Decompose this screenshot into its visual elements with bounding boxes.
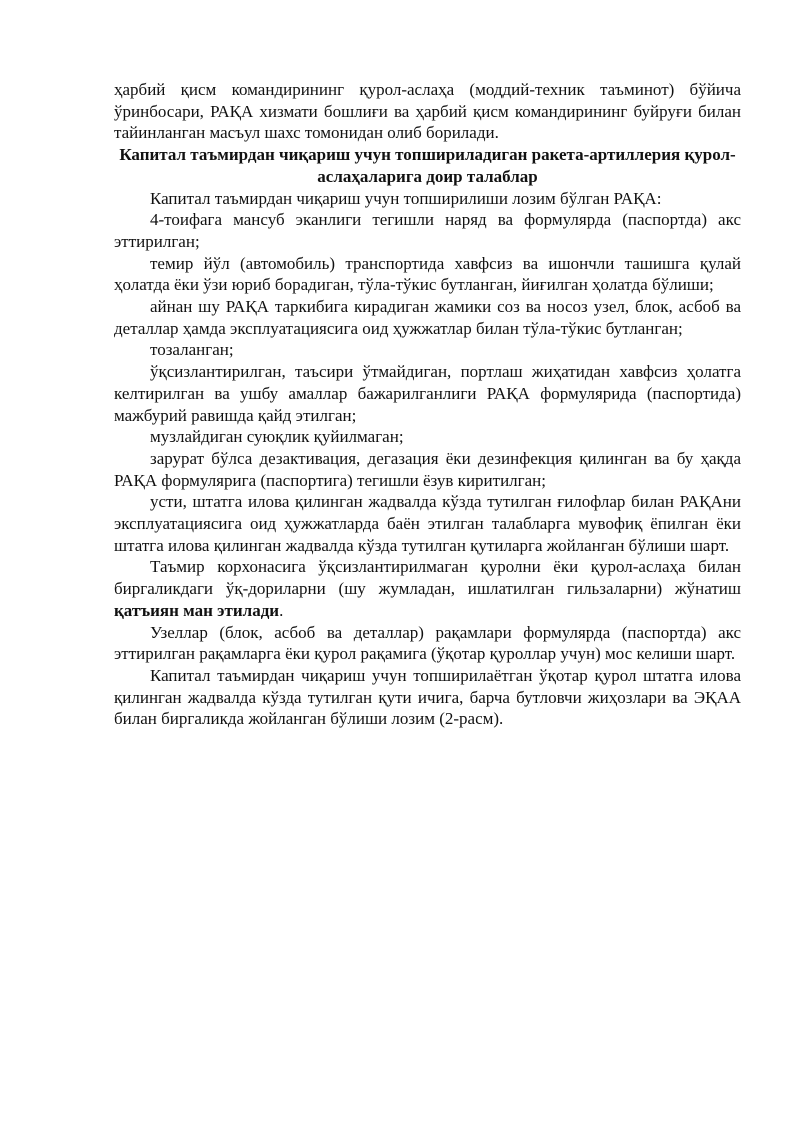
section-heading: Капитал таъмирдан чиқариш учун топшириладиган ракета-артиллерия қурол-аслаҳаларига доир талаблар — [119, 145, 736, 186]
document-page — [114, 79, 741, 730]
paragraph-decontamination: зарурат бўлса дезактивация, дегазация ёки дезинфекция қилинган ва бу ҳақда РАҚА формулярига (паспортига) тегишли ёзув киритилган; — [114, 448, 741, 490]
paragraph-unloaded: ўқсизлантирилган, таъсири ўтмайдиган, портлаш жиҳатидан хавфсиз ҳолатга келтирилган ва ушбу амаллар бажарилганлиги РАҚА формулярида (паспортида) мажбурий равишда қайд этилган; — [114, 362, 741, 425]
paragraph-covers: усти, штатга илова қилинган жадвалда кўзда тутилган ғилофлар билан РАҚАни эксплуатациясига оид ҳужжатларда баён этилган талабларга мувофиқ ёпилган ёки штатга илова қилинган жадвалда кўзда тутилган қутиларга жойланган бўлиши шарт. — [114, 492, 741, 555]
intro-paragraph: ҳарбий қисм командирининг қурол-аслаҳа (моддий-техник таъминот) бўйича ўринбосари, РАҚА хизмати бошлиғи ва ҳарбий қисм командирининг буйруғи билан тайинланган масъул шахс томонидан олиб борилади. — [114, 80, 741, 143]
prohibition-text: Таъмир корхонасига ўқсизлантирилмаган қуролни ёки қурол-аслаҳа билан биргаликдаги ўқ-дориларни (шу жумладан, ишлатилган гильзаларни) жўнатиш — [114, 557, 741, 599]
paragraph-packing: Капитал таъмирдан чиқариш учун топширилаётган ўқотар қурол штатга илова қилинган жадвалда кўзда тутилган қути ичига, барча бутловчи жиҳозлари ва ЭҚАА билан биргаликда жойланган бўлиши лозим (2-расм). — [114, 665, 741, 729]
paragraph-prohibition — [114, 556, 741, 621]
paragraph-serial-numbers: Узеллар (блок, асбоб ва деталлар) рақамлари формулярда (паспортда) акс эттирилган рақамларга ёки қурол рақамига (ўқотар қуроллар учун) мос келиши шарт. — [114, 622, 741, 664]
paragraph-completeness: айнан шу РАҚА таркибига кирадиган жамики соз ва носоз узел, блок, асбоб ва деталлар ҳамда эксплуатациясига оид ҳужжатлар билан тўла-тўкис бутланган; — [114, 297, 741, 338]
paragraph-lead: Капитал таъмирдан чиқариш учун топширилиши лозим бўлган РАҚА: — [150, 188, 662, 208]
paragraph-cleaned: тозаланган; — [150, 340, 234, 360]
prohibition-end: . — [279, 600, 284, 620]
prohibition-emphasis: қатъиян ман этилади — [114, 600, 280, 620]
paragraph-transport: темир йўл (автомобиль) транспортида хавфсиз ва ишончли ташишга қулай ҳолатда ёки ўзи юриб борадиган, тўла-тўкис бутланган, йиғилган ҳолатда бўлиши; — [114, 253, 741, 295]
paragraph-category: 4-тоифага мансуб эканлиги тегишли наряд ва формулярда (паспортда) акс эттирилган; — [114, 210, 741, 251]
paragraph-antifreeze: музлайдиган суюқлик қуйилмаган; — [150, 427, 404, 447]
